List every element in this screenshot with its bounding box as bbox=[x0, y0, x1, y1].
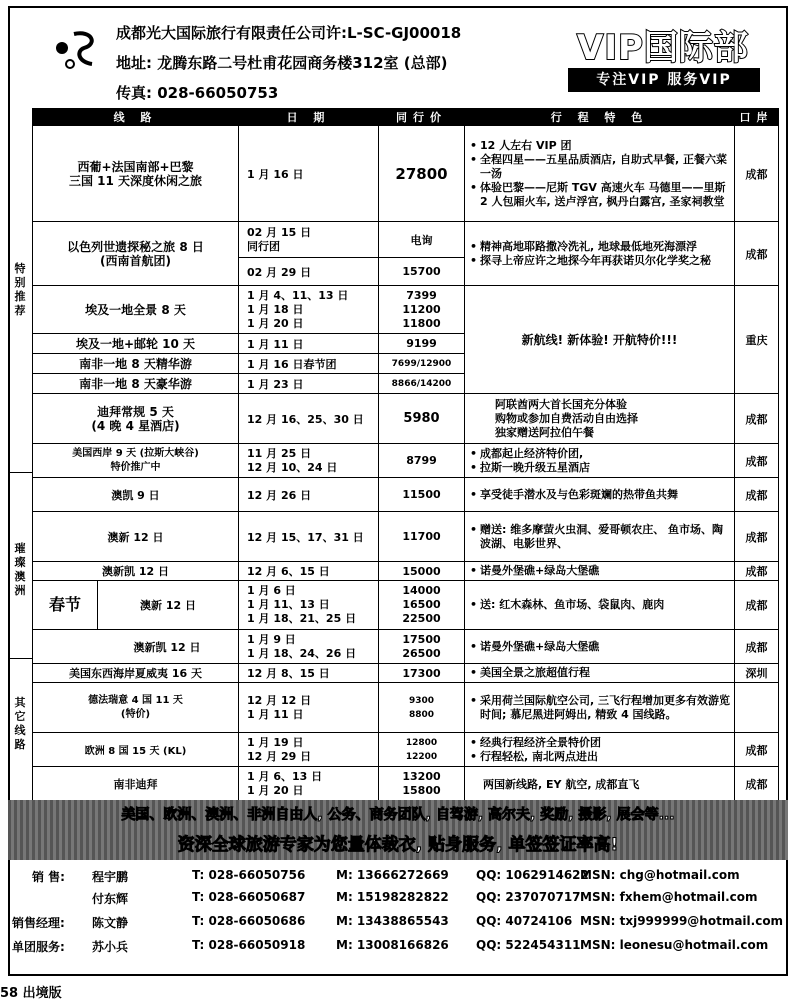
category-australia: 璀 璨 澳 洲 bbox=[14, 542, 26, 597]
table-cell: 9199 bbox=[379, 334, 465, 354]
contact-row: 单团服务: 苏小兵 T: 028-66050918 M: 13008166826 QQ: 522454311 MSN: leonesu@hotmail.com bbox=[12, 938, 769, 954]
table-row bbox=[33, 630, 779, 664]
table-row bbox=[33, 664, 779, 683]
header-features: 行 程 特 色 bbox=[465, 109, 735, 126]
table-cell: 成都 bbox=[735, 444, 779, 478]
table-cell: • 享受徒手潜水及与色彩斑斓的热带鱼共舞 bbox=[465, 478, 735, 512]
table-row bbox=[33, 394, 779, 444]
table-cell: 澳凯 9 日 bbox=[33, 478, 239, 512]
table-cell: 阿联酋两大首长国充分体验 购物或参加自费活动自由选择 独家赠送阿拉伯午餐 bbox=[465, 394, 735, 444]
table-cell: 深圳 bbox=[735, 664, 779, 683]
table-cell: • 美国全景之旅超值行程 bbox=[465, 664, 735, 683]
table-cell: 02 月 15 日 同行团 bbox=[239, 222, 379, 258]
table-cell: 8799 bbox=[379, 444, 465, 478]
table-row bbox=[33, 562, 779, 581]
table-cell: 新航线! 新体验! 开航特价!!! bbox=[465, 286, 735, 394]
table-cell: 迪拜常规 5 天 (4 晚 4 星酒店) bbox=[33, 394, 239, 444]
table-cell: 成都 bbox=[735, 512, 779, 562]
table-cell: 成都 bbox=[735, 733, 779, 767]
table-cell: 成都 bbox=[735, 562, 779, 581]
table-cell: 9300 8800 bbox=[379, 683, 465, 733]
header bbox=[8, 6, 788, 106]
table-cell: 埃及一地+邮轮 10 天 bbox=[33, 334, 239, 354]
table-cell: 南非迪拜 bbox=[33, 767, 239, 801]
table-cell: 1 月 4、11、13 日 1 月 18 日 1 月 20 日 bbox=[239, 286, 379, 334]
header-price: 同行价 bbox=[379, 109, 465, 126]
table-cell: 02 月 29 日 bbox=[239, 258, 379, 286]
table-cell: 15000 bbox=[379, 562, 465, 581]
table-cell: • 诺曼外堡礁+绿岛大堡礁 bbox=[465, 630, 735, 664]
table-cell: 成都 bbox=[735, 478, 779, 512]
table-row bbox=[33, 581, 779, 630]
table-header bbox=[33, 109, 779, 126]
header-route: 线 路 bbox=[33, 109, 239, 126]
table-cell: 8866/14200 bbox=[379, 374, 465, 394]
table-row bbox=[33, 222, 779, 258]
table-cell: 1 月 6、13 日 1 月 20 日 bbox=[239, 767, 379, 801]
table-cell: 12 月 16、25、30 日 bbox=[239, 394, 379, 444]
table-cell: 澳新 12 日 bbox=[33, 512, 239, 562]
table-cell: 1 月 6 日 1 月 11、13 日 1 月 18、21、25 日 bbox=[239, 581, 379, 630]
table-row bbox=[33, 286, 779, 334]
table-cell: 12 月 6、15 日 bbox=[239, 562, 379, 581]
table-cell: 12 月 26 日 bbox=[239, 478, 379, 512]
vip-slogan: 专注VIP 服务VIP bbox=[568, 68, 760, 92]
table-cell: 电询 bbox=[379, 222, 465, 258]
contact-row: 销售经理: 陈文静 T: 028-66050686 M: 13438865543 QQ: 40724106 MSN: txj999999@hotmail.com bbox=[12, 914, 784, 930]
table-cell: 12800 12200 bbox=[379, 733, 465, 767]
table-cell: • 送: 红木森林、鱼市场、袋鼠肉、鹿肉 bbox=[465, 581, 735, 630]
table-cell: 成都 bbox=[735, 222, 779, 286]
table-cell: • 诺曼外堡礁+绿岛大堡礁 bbox=[465, 562, 735, 581]
table-row bbox=[33, 767, 779, 801]
table-cell: 11 月 25 日 12 月 10、24 日 bbox=[239, 444, 379, 478]
table-cell: 春节 澳新 12 日 bbox=[33, 581, 239, 630]
table-cell: • 采用荷兰国际航空公司, 三飞行程增加更多有效游览时间; 慕尼黑进阿姆出, 精致 4 国线路。 bbox=[465, 683, 735, 733]
table-row bbox=[33, 444, 779, 478]
table-cell: 重庆 bbox=[735, 286, 779, 394]
table-cell: 澳新凯 12 日 bbox=[33, 630, 239, 664]
vip-title: VIP国际部 bbox=[577, 28, 749, 68]
page-number-label: 58 出境版 bbox=[0, 986, 62, 1001]
table-cell: 埃及一地全景 8 天 bbox=[33, 286, 239, 334]
company-address: 地址: 龙腾东路二号杜甫花园商务楼312室 (总部) bbox=[116, 54, 448, 72]
banner-slogan: 资深全球旅游专家为您量体裁衣, 贴身服务, 单签签证率高! bbox=[177, 835, 619, 855]
table-cell: 成都 bbox=[735, 394, 779, 444]
table-cell: 两国新线路, EY 航空, 成都直飞 bbox=[465, 767, 735, 801]
table-cell: 12 月 8、15 日 bbox=[239, 664, 379, 683]
table-cell: 1 月 19 日 12 月 29 日 bbox=[239, 733, 379, 767]
table-cell: 1 月 11 日 bbox=[239, 334, 379, 354]
table-cell: 7399 11200 11800 bbox=[379, 286, 465, 334]
table-cell: 欧洲 8 国 15 天 (KL) bbox=[33, 733, 239, 767]
tour-table bbox=[32, 108, 779, 801]
table-cell: 1 月 9 日 1 月 18、24、26 日 bbox=[239, 630, 379, 664]
table-cell: 13200 15800 bbox=[379, 767, 465, 801]
table-cell: 美国东西海岸夏威夷 16 天 bbox=[33, 664, 239, 683]
table-cell: • 精神高地耶路撒冷洗礼, 地球最低地死海漂浮 • 探寻上帝应许之地探今年再获诺贝尔化学奖之秘 bbox=[465, 222, 735, 286]
company-fax: 传真: 028-66050753 bbox=[116, 84, 279, 102]
table-cell: 1 月 16 日 bbox=[239, 126, 379, 222]
table-cell: 17500 26500 bbox=[379, 630, 465, 664]
table-cell: 7699/12900 bbox=[379, 354, 465, 374]
spring-festival-label: 春节 bbox=[33, 581, 98, 629]
table-cell: • 成都起止经济特价团, • 拉斯一晚升级五星酒店 bbox=[465, 444, 735, 478]
company-logo-icon bbox=[48, 26, 108, 76]
table-row bbox=[33, 733, 779, 767]
table-cell: 14000 16500 22500 bbox=[379, 581, 465, 630]
table-cell bbox=[735, 683, 779, 733]
category-other: 其 它 线 路 bbox=[14, 696, 26, 751]
table-cell: 1 月 16 日春节团 bbox=[239, 354, 379, 374]
promo-banner bbox=[8, 800, 788, 860]
table-cell: 15700 bbox=[379, 258, 465, 286]
table-cell: 成都 bbox=[735, 767, 779, 801]
table-cell: 12 月 12 日 1 月 11 日 bbox=[239, 683, 379, 733]
table-cell: 德法瑞意 4 国 11 天 (特价) bbox=[33, 683, 239, 733]
table-cell: • 经典行程经济全景特价团 • 行程轻松, 南北两点进出 bbox=[465, 733, 735, 767]
table-row bbox=[33, 512, 779, 562]
table-cell: 西葡+法国南部+巴黎 三国 11 天深度休闲之旅 bbox=[33, 126, 239, 222]
header-port: 口岸 bbox=[735, 109, 779, 126]
table-cell: 美国西岸 9 天 (拉斯大峡谷) 特价推广中 bbox=[33, 444, 239, 478]
table-cell: • 12 人左右 VIP 团 • 全程四星——五星品质酒店, 自助式早餐, 正餐六菜一汤 • 体验巴黎——尼斯 TGV 高速火车 马德里——里斯 2 人包厢火车, 送卢浮宫, 枫丹白露宫, 圣家祠教堂 bbox=[465, 126, 735, 222]
table-cell: 12 月 15、17、31 日 bbox=[239, 512, 379, 562]
table-cell: 1 月 23 日 bbox=[239, 374, 379, 394]
table-row bbox=[33, 478, 779, 512]
table-cell: 11700 bbox=[379, 512, 465, 562]
table-cell: 11500 bbox=[379, 478, 465, 512]
table-cell: 南非一地 8 天精华游 bbox=[33, 354, 239, 374]
banner-services: 美国、欧洲、澳洲、非洲自由人, 公务、商务团队, 自驾游, 高尔夫, 奖励, 摄影, 展会等... bbox=[121, 807, 675, 823]
table-cell: 27800 bbox=[379, 126, 465, 222]
company-name: 成都光大国际旅行有限责任公司许:L-SC-GJ00018 bbox=[116, 24, 462, 42]
table-cell: • 赠送: 维多摩萤火虫洞、爱哥顿农庄、 鱼市场、陶波湖、电影世界、 bbox=[465, 512, 735, 562]
table-row bbox=[33, 126, 779, 222]
table-cell: 澳新凯 12 日 bbox=[33, 562, 239, 581]
table-cell: 5980 bbox=[379, 394, 465, 444]
contact-row: 销 售: 程宇鹏 T: 028-66050756 M: 13666272669 QQ: 1062914622 MSN: chg@hotmail.com bbox=[32, 868, 740, 884]
table-cell: 成都 bbox=[735, 581, 779, 630]
table-cell: 以色列世遗探秘之旅 8 日 (西南首航团) bbox=[33, 222, 239, 286]
table-cell: 成都 bbox=[735, 126, 779, 222]
contact-row: 付东辉 T: 028-66050687 M: 15198282822 QQ: 237070717 MSN: fxhem@hotmail.com bbox=[92, 890, 758, 906]
category-special: 特 别 推 荐 bbox=[14, 262, 26, 317]
header-date: 日 期 bbox=[239, 109, 379, 126]
table-cell: 17300 bbox=[379, 664, 465, 683]
table-cell: 南非一地 8 天豪华游 bbox=[33, 374, 239, 394]
table-cell: 成都 bbox=[735, 630, 779, 664]
table-row bbox=[33, 683, 779, 733]
